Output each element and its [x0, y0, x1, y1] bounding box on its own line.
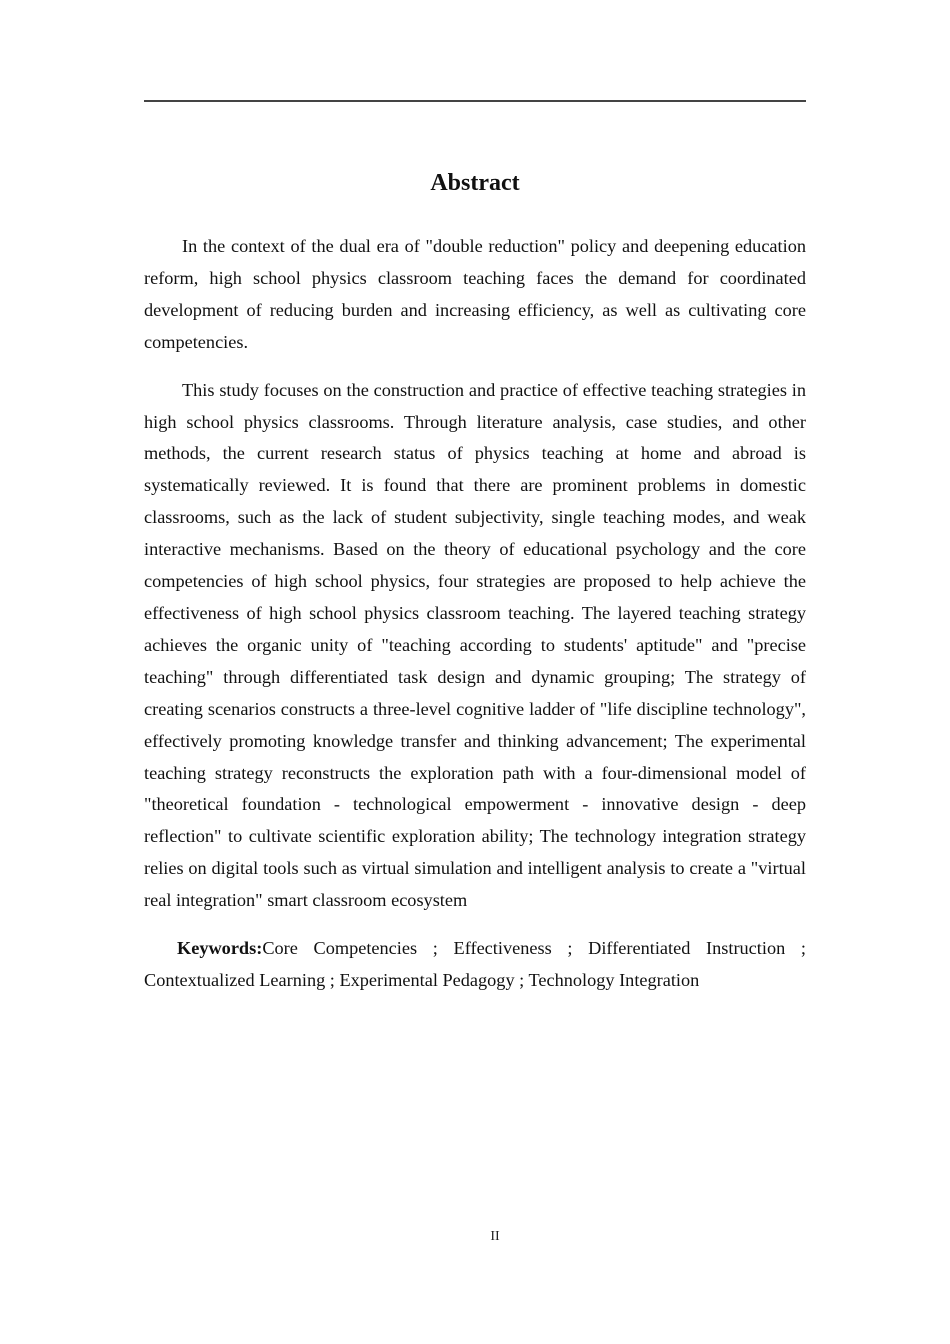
abstract-paragraph-1: In the context of the dual era of "double reduction" policy and deepening education reform, high school physics classroom teaching faces the demand for coordinated development of reducing burden and increasing efficiency, as well as cultivating core competencies. [144, 236, 806, 352]
page-number: II [490, 1229, 500, 1244]
header-rule [144, 100, 806, 102]
abstract-paragraph-2: This study focuses on the construction and practice of effective teaching strategies in high school physics classrooms. Through literature analysis, case studies, and other methods, the current research status of physics teaching at home and abroad is systematically reviewed. It is found that there are prominent problems in domestic classrooms, such as the lack of student subjectivity, single teaching modes, and weak interactive mechanisms. Based on the theory of educational psychology and the core competencies of high school physics, four strategies are proposed to help achieve the effectiveness of high school physics classroom teaching. The layered teaching strategy achieves the organic unity of "teaching according to students' aptitude" and "precise teaching" through differentiated task design and dynamic grouping; The strategy of creating scenarios constructs a three-level cognitive ladder of "life discipline technology", effectively promoting knowledge transfer and thinking advancement; The experimental teaching strategy reconstructs the exploration path with a four-dimensional model of "theoretical foundation - technological empowerment - innovative design - deep reflection" to cultivate scientific exploration ability; The technology integration strategy relies on digital tools such as virtual simulation and intelligent analysis to create a "virtual real integration" smart classroom ecosystem [144, 379, 806, 911]
abstract-body [144, 231, 806, 997]
keywords-label: Keywords: [177, 938, 263, 959]
abstract-title: Abstract [430, 170, 520, 196]
keywords-text: Core Competencies ; Effectiveness ; Differentiated Instruction ; Contextualized Learning ; Experimental Pedagogy ; Technology Integration [144, 938, 806, 990]
keywords-line [144, 933, 806, 997]
